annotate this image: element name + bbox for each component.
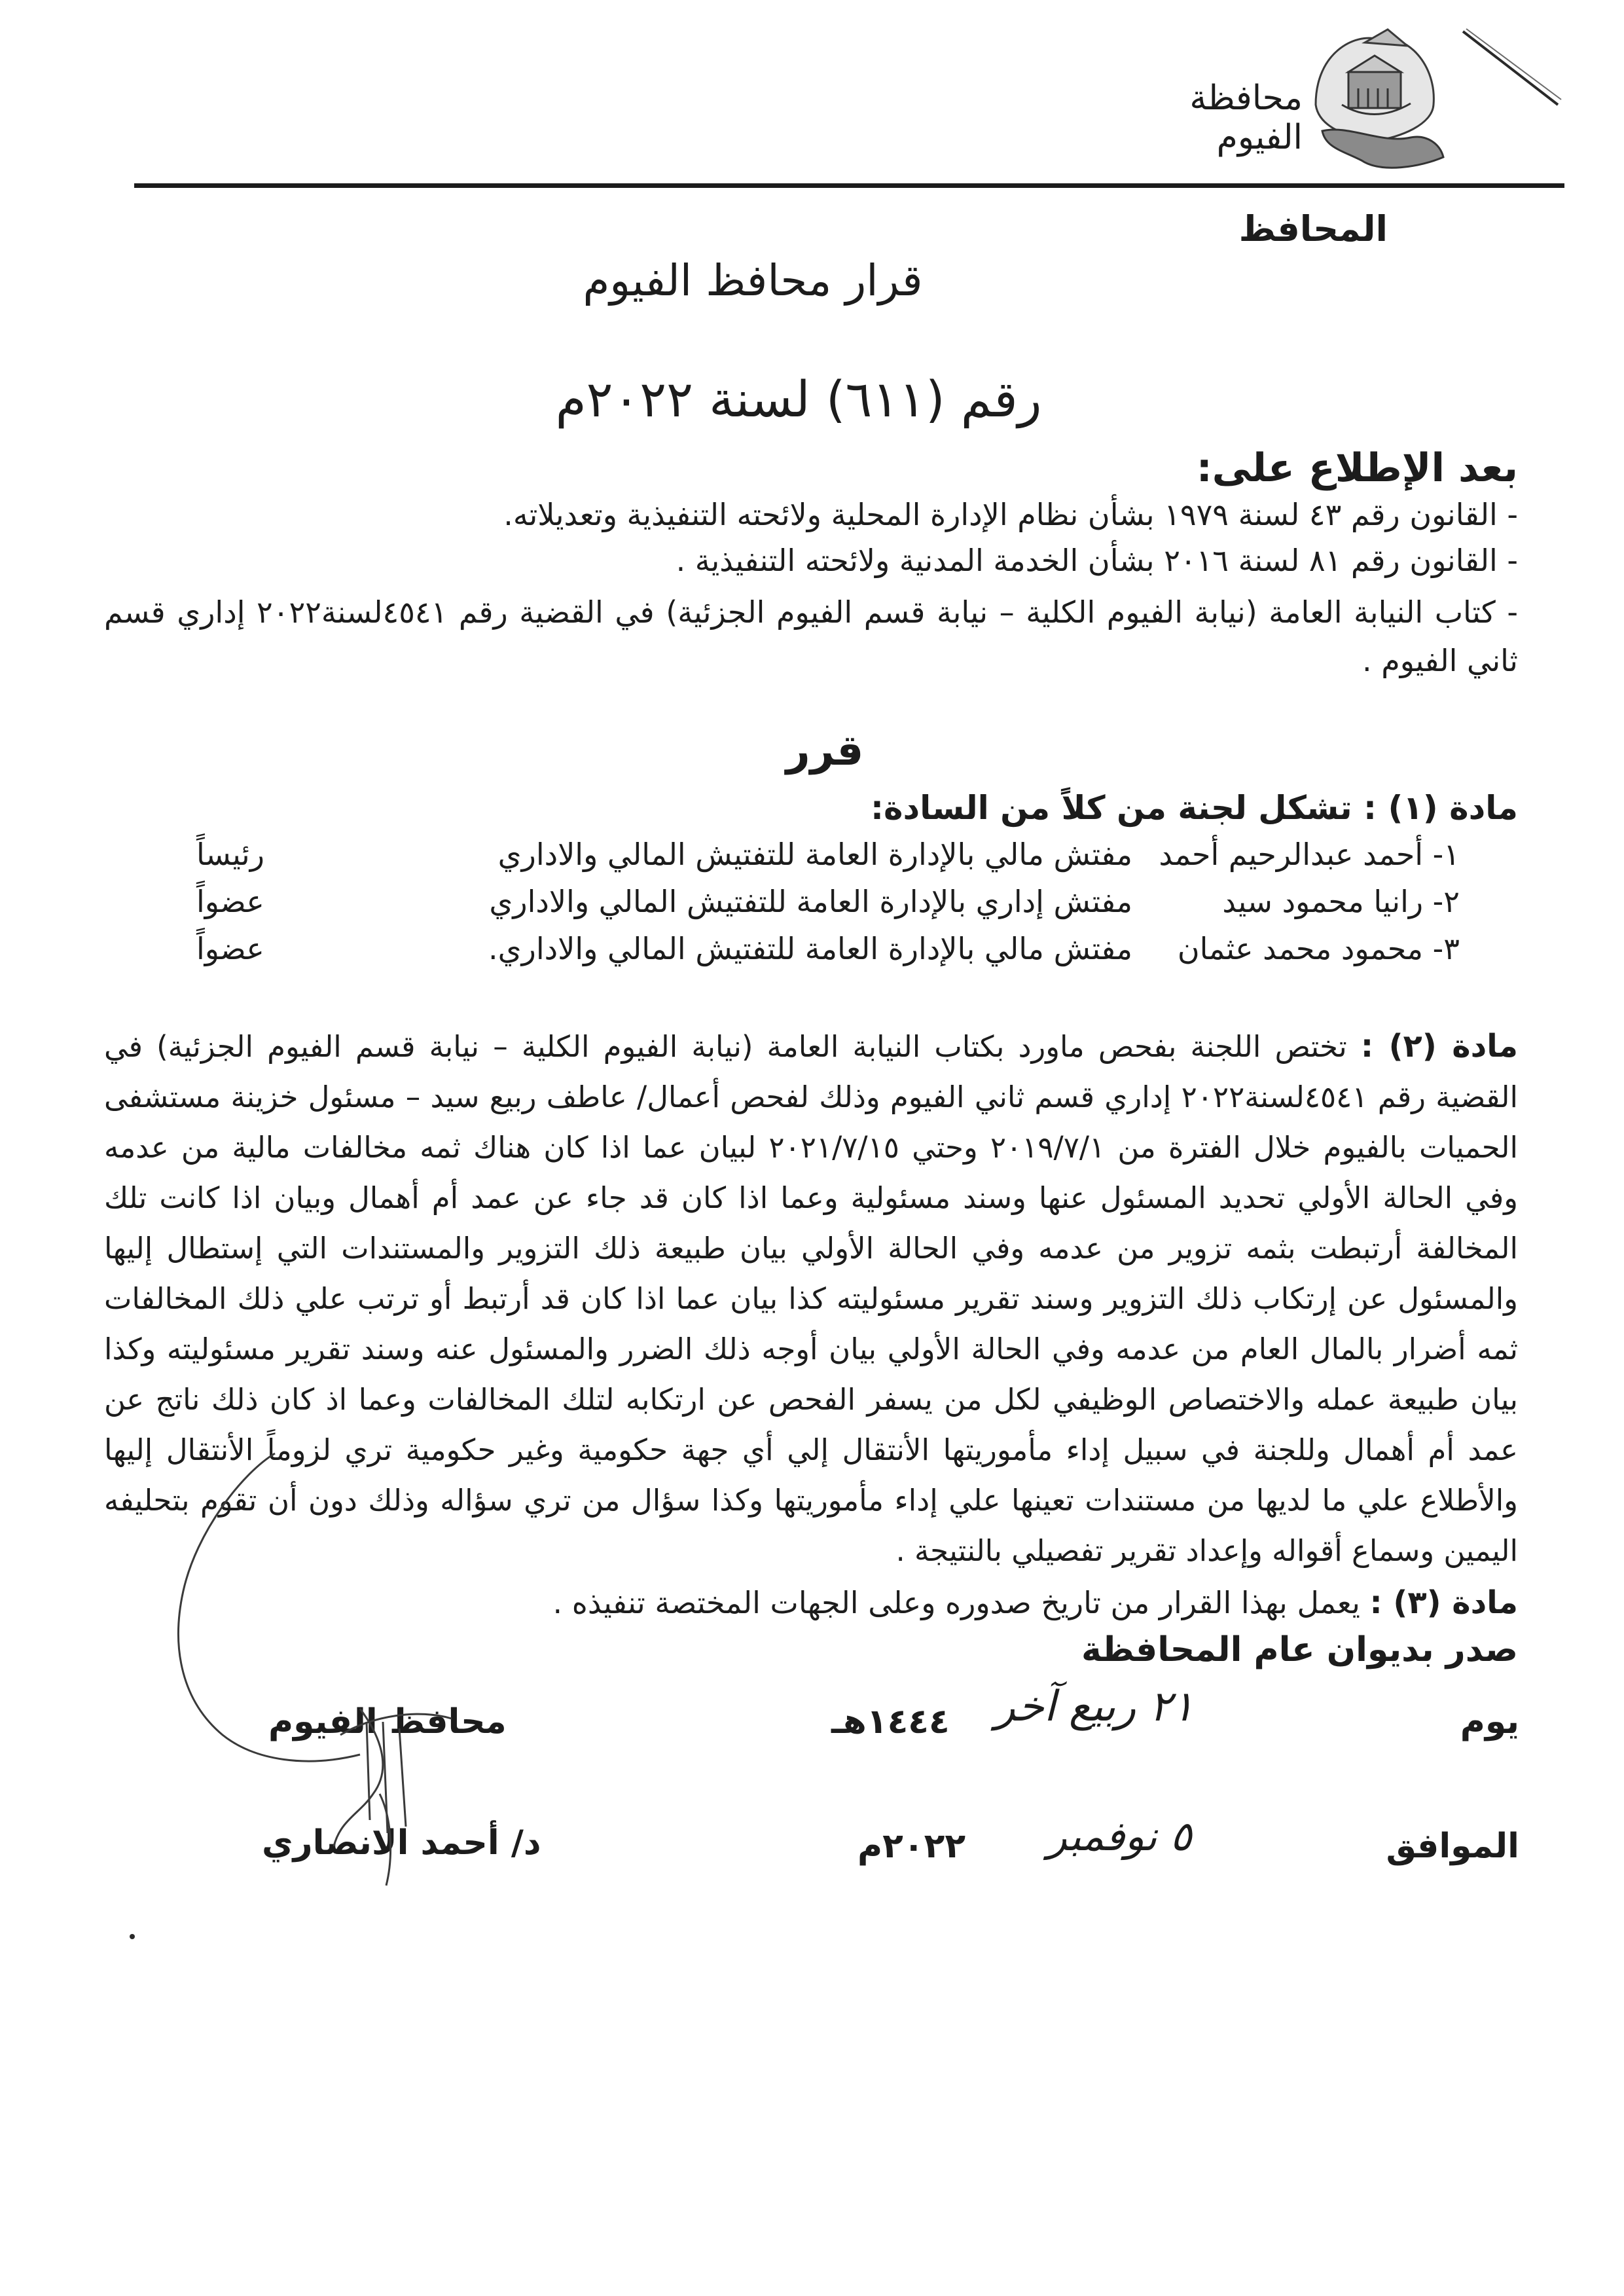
day-label: يوم xyxy=(1460,1702,1519,1741)
member-role: عضواً xyxy=(196,884,264,919)
member-role: عضواً xyxy=(196,931,264,966)
article-2-text: تختص اللجنة بفحص ماورد بكتاب النيابة العامة (نيابة الفيوم الكلية – نيابة قسم الفيوم الجزئية) في القضية رقم ٤٥٤١لسنة٢٠٢٢ إداري قسم ثاني الفيوم وذلك لفحص أعمال/ عاطف ربيع سيد – مسئول خزينة مستشفى الحميات بالفيوم خلال الفترة من ٢٠١٩/٧/١ وحتي ٢٠٢١/٧/١٥ لبيان عما اذا كان هناك ثمه مخالفات مالية من عدمه وفي الحالة الأولي تحديد المسئول عنها وسند مسئولية وعما اذا كان قد جاء عن عمد أم أهمال وبيان اذا كانت تلك المخالفة أرتبطت بثمه تزوير من عدمه وفي الحالة الأولي بيان طبيعة ذلك التزوير والمستندات التي إستطال إليها والمسئول عن إرتكاب ذلك التزوير وسند تقرير مسئوليته كذا بيان عما اذا كان قد أرتبط أو ترتب علي ذلك المخالفات ثمه أضرار بالمال العام من عدمه وفي الحالة الأولي بيان أوجه ذلك الضرر والمسئول عنه وسند تقرير مسئوليته وكذا بيان طبيعة عمله والاختصاص الوظيفي لكل من يسفر الفحص عن ارتكابه لتلك المخالفات وعما اذ كان ذلك ناتج عن عمد أم أهمال وللجنة في سبيل إداء مأموريتها الأنتقال إلي أي جهة حكومية وغير حكومية تري لزوماً الأنتقال إليها والأطلاع علي ما لديها من مستندات تعينها علي إداء مأموريتها وكذا سؤال من تري سؤاله وذلك دون أن تقوم بتحليفه اليمين وسماع أقواله وإعداد تقرير تفصيلي بالنتيجة . xyxy=(104,1029,1518,1568)
pen-mark xyxy=(1460,26,1564,111)
ink-dot xyxy=(130,1934,135,1939)
decision-title: قرار محافظ الفيوم xyxy=(583,255,923,306)
article-3-label: مادة (٣) : xyxy=(1369,1584,1518,1621)
issued-at: صدر بديوان عام المحافظة xyxy=(1081,1630,1518,1669)
governor-name: د/ أحمد الانصاري xyxy=(262,1823,541,1863)
day-handwritten: ٢١ ربيع آخر xyxy=(995,1683,1195,1731)
preamble-item: - القانون رقم ٤٣ لسنة ١٩٧٩ بشأن نظام الإدارة المحلية ولائحته التنفيذية وتعديلاته. xyxy=(503,497,1518,532)
governor-title: محافظ الفيوم xyxy=(268,1702,507,1741)
article-1-heading: مادة (١) : تشكل لجنة من كلاً من السادة: xyxy=(871,789,1518,827)
preamble-item: - القانون رقم ٨١ لسنة ٢٠١٦ بشأن الخدمة المدنية ولائحته التنفيذية . xyxy=(676,543,1518,578)
member-role: رئيساً xyxy=(196,837,264,872)
resolution-heading: قرر xyxy=(785,727,864,775)
governorate-logo xyxy=(1303,26,1447,177)
governorate-name: محافظة الفيوم xyxy=(1189,79,1303,157)
committee-member-row xyxy=(196,931,1460,977)
corresponding-label: الموافق xyxy=(1386,1827,1519,1866)
office-label: المحافظ xyxy=(1238,208,1388,249)
member-job: مفتش مالي بالإدارة العامة للتفتيش المالي والاداري. xyxy=(488,931,1132,966)
committee-member-row xyxy=(196,884,1460,930)
preamble-heading: بعد الإطلاع على: xyxy=(1196,445,1518,491)
header-divider xyxy=(134,183,1564,188)
decision-number: رقم (٦١١) لسنة ٢٠٢٢م xyxy=(555,370,1042,428)
preamble-item: - كتاب النيابة العامة (نيابة الفيوم الكلية – نيابة قسم الفيوم الجزئية) في القضية رقم ٤٥٤١لسنة٢٠٢٢ إداري قسم ثاني الفيوم . xyxy=(104,594,1518,678)
governor-signature xyxy=(144,1427,511,1899)
article-3 xyxy=(552,1584,1518,1621)
member-name: ٣- محمود محمد عثمان xyxy=(1177,931,1460,966)
article-3-text: يعمل بهذا القرار من تاريخ صدوره وعلى الجهات المختصة تنفيذه . xyxy=(552,1585,1360,1620)
gregorian-handwritten: ٥ نوفمبر xyxy=(1047,1812,1192,1860)
article-2-label: مادة (٢) : xyxy=(1360,1028,1518,1065)
member-name: ١- أحمد عبدالرحيم أحمد xyxy=(1159,837,1460,872)
member-job: مفتش إداري بالإدارة العامة للتفتيش المالي والاداري xyxy=(489,884,1132,919)
committee-member-row xyxy=(196,837,1460,883)
gregorian-year: ٢٠٢٢م xyxy=(857,1827,966,1866)
member-name: ٢- رانيا محمود سيد xyxy=(1222,884,1460,919)
hijri-year: ١٤٤٤هـ xyxy=(831,1702,950,1741)
member-job: مفتش مالي بالإدارة العامة للتفتيش المالي والاداري xyxy=(497,837,1132,872)
